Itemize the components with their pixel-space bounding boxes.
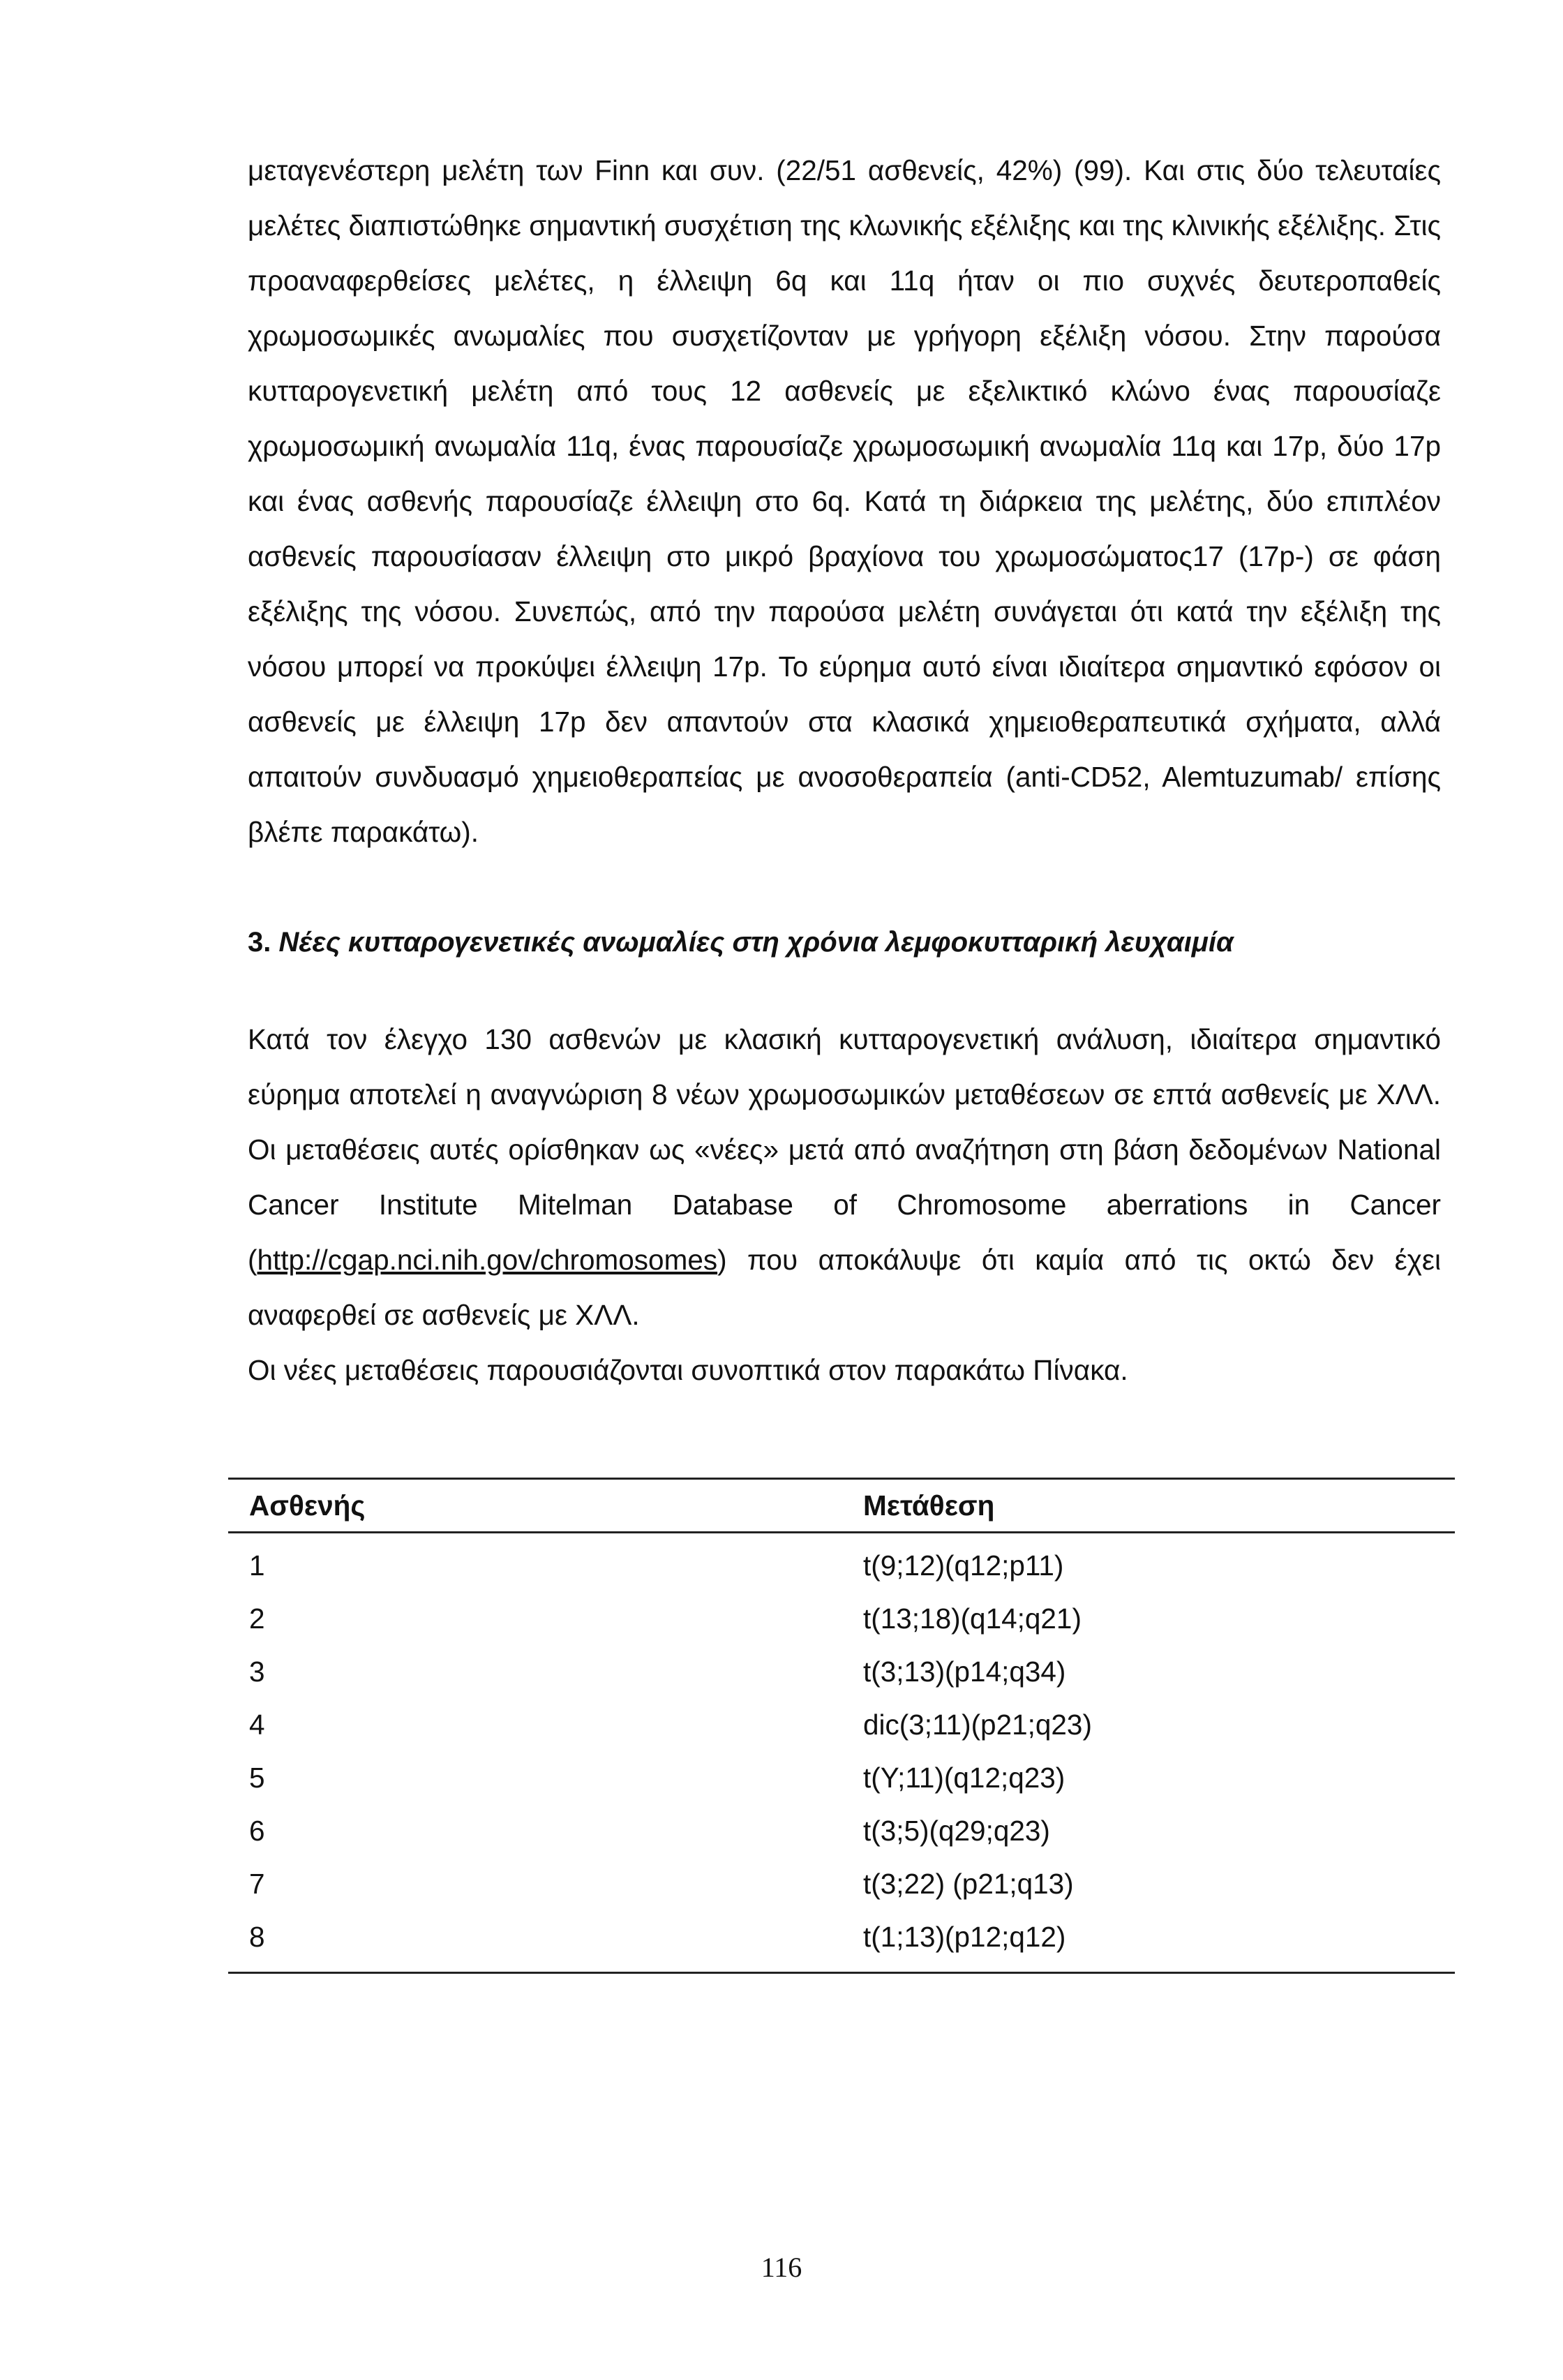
- cell-patient: 6: [249, 1814, 265, 1847]
- table-row: [228, 1751, 1455, 1804]
- cell-patient: 1: [249, 1549, 265, 1582]
- table-row: [228, 1857, 1455, 1910]
- document-page: [248, 143, 1441, 1398]
- table-row: [228, 1804, 1455, 1857]
- header-patient: Ασθενής: [228, 1479, 863, 1533]
- cell-translocation: t(Y;11)(q12;q23): [863, 1761, 1065, 1794]
- table-row: [228, 1592, 1455, 1645]
- translocations-table: [228, 1478, 1455, 1974]
- section-title: Νέες κυτταρογενετικές ανωμαλίες στη χρόνια λεμφοκυτταρική λευχαιμία: [278, 927, 1234, 958]
- table-row: [228, 1698, 1455, 1751]
- cell-translocation: t(3;22) (p21;q13): [863, 1867, 1074, 1900]
- cell-translocation: t(1;13)(p12;q12): [863, 1910, 1455, 1973]
- cell-patient: 8: [228, 1910, 863, 1973]
- cell-translocation: t(3;5)(q29;q23): [863, 1814, 1050, 1847]
- mitelman-database-link[interactable]: http://cgap.nci.nih.gov/chromosomes: [257, 1244, 718, 1276]
- paragraph2-text-end: ) που αποκάλυψε ότι καμία από τις οκτώ δεν έχει αναφερθεί σε ασθενείς με ΧΛΛ.: [248, 1244, 1441, 1331]
- table-row: [228, 1533, 1455, 1593]
- cell-patient: 2: [249, 1602, 265, 1635]
- paragraph-new-translocations: [248, 1012, 1441, 1343]
- cell-translocation: t(13;18)(q14;q21): [863, 1602, 1082, 1635]
- table-row: [228, 1910, 1455, 1973]
- cell-translocation: dic(3;11)(p21;q23): [863, 1708, 1092, 1741]
- cell-patient: 3: [249, 1655, 265, 1688]
- cell-translocation: t(9;12)(q12;p11): [863, 1549, 1064, 1582]
- header-translocation: Μετάθεση: [863, 1479, 1455, 1533]
- cell-patient: 4: [249, 1708, 265, 1741]
- table-header-row: [228, 1479, 1455, 1533]
- paragraph2-text-start: Κατά τον έλεγχο 130 ασθενών με κλασική κυτταρογενετική ανάλυση, ιδιαίτερα σημαντικό εύρημα αποτελεί η αναγνώριση 8 νέων χρωμοσωμικών μεταθέσεων σε επτά ασθενείς με ΧΛΛ. Οι μεταθέσεις αυτές ορίσθηκαν ως «νέες» μετά από αναζήτηση στη βάση δεδομένων National Cancer Institute Mitelman Database of Chromosome aberrations in Cancer (: [248, 1023, 1441, 1276]
- page-number: 116: [761, 2252, 802, 2283]
- cell-patient: 5: [249, 1761, 265, 1794]
- cell-patient: 7: [249, 1867, 265, 1900]
- table-intro: Οι νέες μεταθέσεις παρουσιάζονται συνοπτικά στον παρακάτω Πίνακα.: [248, 1354, 1128, 1386]
- cell-translocation: t(3;13)(p14;q34): [863, 1655, 1066, 1688]
- table-row: [228, 1645, 1455, 1698]
- section-number: 3.: [248, 927, 271, 958]
- paragraph-clonal-evolution: μεταγενέστερη μελέτη των Finn και συν. (22/51 ασθενείς, 42%) (99). Και στις δύο τελευταίες μελέτες διαπιστώθηκε σημαντική συσχέτιση της κλωνικής εξέλιξης και της κλινικής εξέλιξης. Στις προαναφερθείσες μελέτες, η έλλειψη 6q και 11q ήταν οι πιο συχνές δευτεροπαθείς χρωμοσωμικές ανωμαλίες που συσχετίζονταν με γρήγορη εξέλιξη νόσου. Στην παρούσα κυτταρογενετική μελέτη από τους 12 ασθενείς με εξελικτικό κλώνο ένας παρουσίαζε χρωμοσωμική ανωμαλία 11q, ένας παρουσίαζε χρωμοσωμική ανωμαλία 11q και 17p, δύο 17p και ένας ασθενής παρουσίαζε έλλειψη στο 6q. Κατά τη διάρκεια της μελέτης, δύο επιπλέον ασθενείς παρουσίασαν έλλειψη στο μικρό βραχίονα του χρωμοσώματος17 (17p-) σε φάση εξέλιξης της νόσου. Συνεπώς, από την παρούσα μελέτη συνάγεται ότι κατά την εξέλιξη της νόσου μπορεί να προκύψει έλλειψη 17p. Το εύρημα αυτό είναι ιδιαίτερα σημαντικό εφόσον οι ασθενείς με έλλειψη 17p δεν απαντούν στα κλασικά χημειοθεραπευτικά σχήματα, αλλά απαιτούν συνδυασμό χημειοθεραπείας με ανοσοθεραπεία (anti-CD52, Alemtuzumab/ επίσης βλέπε παρακάτω).: [248, 154, 1441, 848]
- section-heading: [248, 921, 1441, 963]
